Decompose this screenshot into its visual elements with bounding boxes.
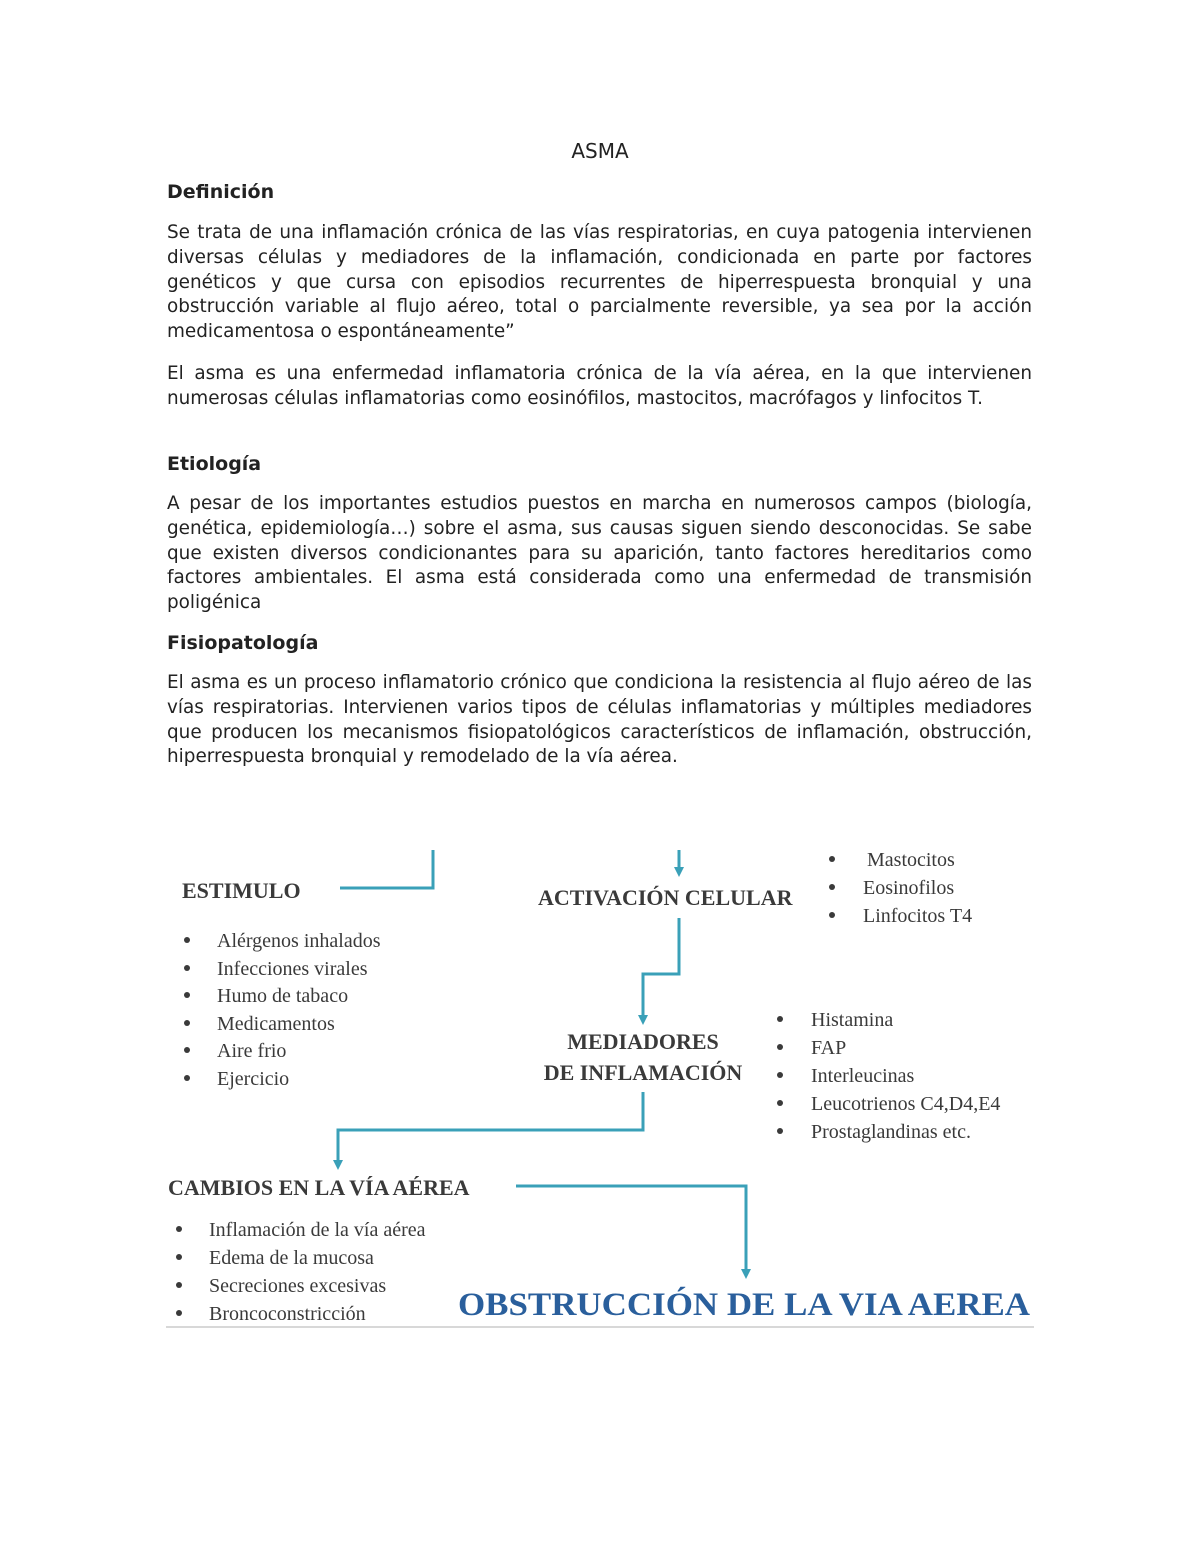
bullet-icon — [176, 1310, 182, 1316]
bullet-icon — [777, 1100, 783, 1106]
mediadores-label-line2: DE INFLAMACIÓN — [543, 1060, 743, 1085]
bullet-icon — [184, 1047, 190, 1053]
mediadores-item: FAP — [811, 1037, 847, 1059]
paragraph-fisiopatologia: El asma es un proceso inflamatorio crónico que condiciona la resistencia al flujo aéreo de las vías respiratorias. Intervienen varios tipos de células inflamatorias y múltiples mediadores que producen los mecanismos fisiopatológicos característicos de inflamación, obstrucción, hiperrespuesta bronquial y remodelado de la vía aérea. — [167, 672, 1032, 768]
mediadores-label-line1: MEDIADORES — [567, 1029, 719, 1054]
paragraph-etiologia: A pesar de los importantes estudios puestos en marcha en numerosos campos (biología, genética, epidemiología…) sobre el asma, sus causas siguen siendo desconocidas. Se sabe que existen diversos condicionantes para su aparición, tanto factores hereditarios como factores ambientales. El asma está considerada como una enfermedad de transmisión poligénica — [167, 493, 1032, 614]
estimulo-item: Infecciones virales — [217, 958, 368, 980]
cambios-item: Broncoconstricción — [209, 1303, 366, 1325]
section-heading-fisiopatologia: Fisiopatología — [167, 632, 319, 654]
arrow-activacion-to-mediadores — [643, 918, 679, 1020]
bullet-icon — [777, 1072, 783, 1078]
document-title: ASMA — [571, 139, 629, 163]
activacion-list — [829, 849, 972, 927]
asthma-pathophysiology-diagram — [166, 840, 1034, 1330]
estimulo-item: Aire frio — [217, 1040, 287, 1062]
activacion-item: Mastocitos — [867, 849, 955, 871]
bullet-icon — [829, 884, 835, 890]
estimulo-list — [184, 930, 381, 1090]
obstruccion-label: OBSTRUCCIÓN DE LA VIA AEREA — [458, 1287, 999, 1323]
bullet-icon — [777, 1044, 783, 1050]
estimulo-item: Humo de tabaco — [217, 985, 349, 1007]
bullet-icon — [184, 1020, 190, 1026]
mediadores-item: Prostaglandinas etc. — [811, 1121, 971, 1143]
bullet-icon — [176, 1254, 182, 1260]
estimulo-item: Alérgenos inhalados — [217, 930, 381, 952]
estimulo-item: Medicamentos — [217, 1013, 335, 1035]
mediadores-item: Interleucinas — [811, 1065, 915, 1087]
mediadores-item: Histamina — [811, 1009, 894, 1031]
bullet-icon — [777, 1016, 783, 1022]
cambios-item: Inflamación de la vía aérea — [209, 1219, 426, 1241]
estimulo-label: ESTIMULO — [182, 878, 301, 903]
bullet-icon — [829, 856, 835, 862]
bullet-icon — [184, 1075, 190, 1081]
paragraph-definicion-1: Se trata de una inflamación crónica de las vías respiratorias, en cuya patogenia intervienen diversas células y mediadores de la inflamación, condicionada en parte por factores genéticos y que cursa con episodios recurrentes de hiperrespuesta bronquial y una obstrucción variable al flujo aéreo, total o parcialmente reversible, ya sea por la acción medicamentosa o espontáneamente” — [167, 222, 1032, 343]
estimulo-item: Ejercicio — [217, 1068, 290, 1090]
activacion-item: Eosinofilos — [863, 877, 955, 899]
mediadores-item: Leucotrienos C4,D4,E4 — [811, 1093, 1001, 1115]
cambios-label: CAMBIOS EN LA VÍA AÉREA — [168, 1175, 470, 1200]
activacion-label: ACTIVACIÓN CELULAR — [538, 885, 793, 910]
arrow-mediadores-to-cambios — [338, 1092, 643, 1165]
bullet-icon — [777, 1128, 783, 1134]
mediadores-list — [777, 1009, 1000, 1143]
bullet-icon — [829, 912, 835, 918]
arrow-cambios-to-obstruccion — [516, 1186, 746, 1274]
arrow-estimulo-connector — [340, 850, 433, 888]
bullet-icon — [184, 965, 190, 971]
activacion-item: Linfocitos T4 — [863, 905, 973, 927]
bullet-icon — [176, 1282, 182, 1288]
cambios-item: Secreciones excesivas — [209, 1275, 387, 1297]
section-heading-definicion: Definición — [167, 181, 275, 203]
bullet-icon — [176, 1226, 182, 1232]
bullet-icon — [184, 937, 190, 943]
bullet-icon — [184, 992, 190, 998]
cambios-item: Edema de la mucosa — [209, 1247, 374, 1269]
section-heading-etiologia: Etiología — [167, 453, 262, 475]
paragraph-definicion-2: El asma es una enfermedad inflamatoria crónica de la vía aérea, en la que intervienen numerosas células inflamatorias como eosinófilos, mastocitos, macrófagos y linfocitos T. — [167, 363, 1032, 409]
cambios-list — [176, 1219, 426, 1325]
